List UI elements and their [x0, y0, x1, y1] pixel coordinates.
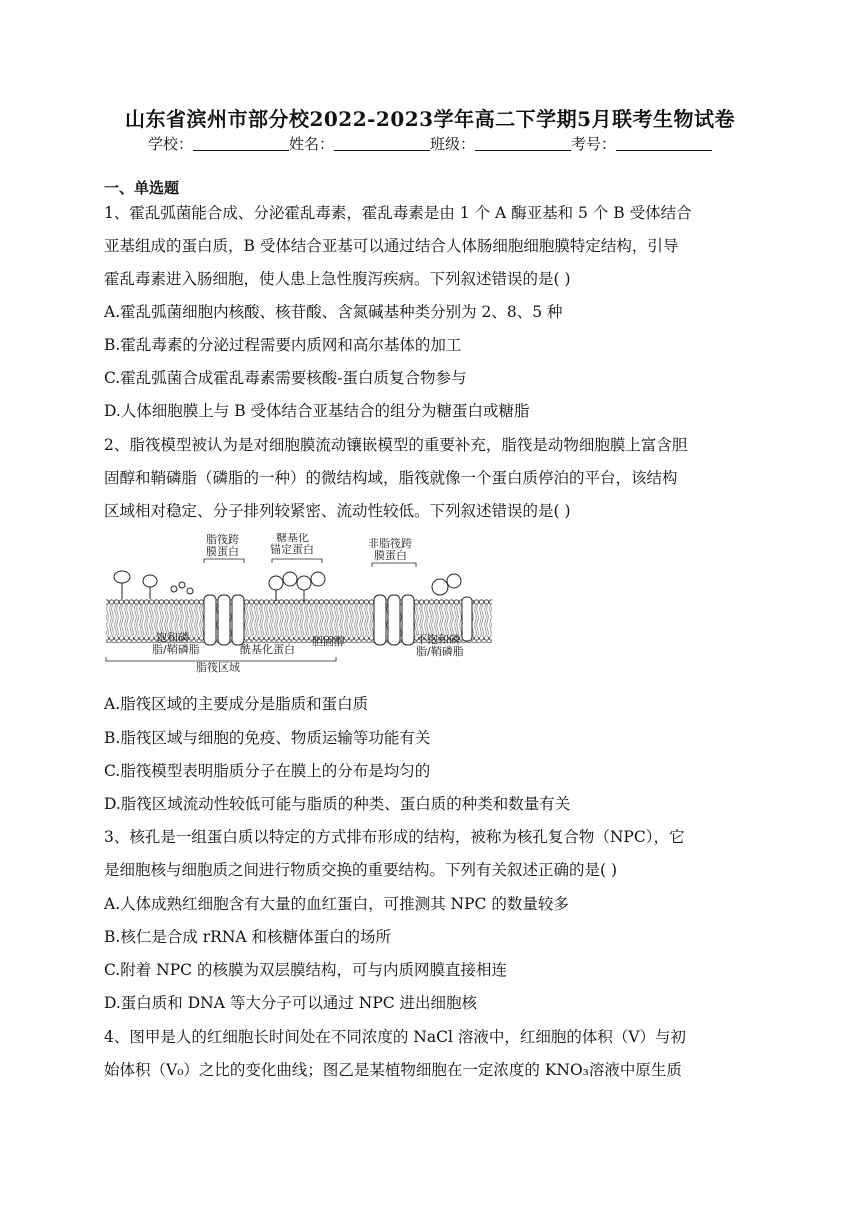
question-1-line-1: 1、霍乱弧菌能合成、分泌霍乱毒素，霍乱毒素是由 1 个 A 酶亚基和 5 个 B 受体结合 [104, 204, 692, 222]
question-1-option-c: C.霍乱弧菌合成霍乱毒素需要核酸-蛋白质复合物参与 [104, 369, 467, 387]
label-unsaturated-1: 不饱和磷 [416, 633, 460, 646]
question-4-line-1: 4、图甲是人的红细胞长时间处在不同浓度的 NaCl 溶液中，红细胞的体积（V）与初 [104, 1028, 687, 1046]
question-1-line-2: 亚基组成的蛋白质，B 受体结合亚基可以通过结合人体肠细胞细胞膜特定结构，引导 [104, 237, 679, 255]
school-label: 学校： [147, 135, 193, 153]
question-2-option-a: A.脂筏区域的主要成分是脂质和蛋白质 [104, 695, 369, 713]
question-3-option-b: B.核仁是合成 rRNA 和核糖体蛋白的场所 [104, 928, 392, 946]
left-glycans [114, 571, 193, 599]
question-2-line-1: 2、脂筏模型被认为是对细胞膜流动镶嵌模型的重要补充，脂筏是动物细胞膜上富含胆 [104, 436, 688, 454]
question-2-option-d: D.脂筏区域流动性较低可能与脂质的种类、蛋白质的种类和数量有关 [104, 795, 571, 813]
label-glyco-anchor-2: 锚定蛋白 [270, 543, 314, 556]
label-glyco-anchor-1: 糖基化 [276, 533, 309, 544]
label-saturated-1: 饱和磷 [156, 631, 189, 644]
question-4-line-2: 始体积（V₀）之比的变化曲线；图乙是某植物细胞在一定浓度的 KNO₃溶液中原生质 [104, 1061, 682, 1079]
class-label: 班级： [430, 135, 476, 153]
label-acylated: 酰基化蛋白 [240, 643, 295, 656]
student-info-line [0, 133, 860, 154]
label-raft-transmembrane-1: 脂筏跨 [206, 533, 239, 546]
membrane-top-heads [106, 599, 492, 605]
exam-title: 山东省滨州市部分校2022-2023学年高二下学期5月联考生物试卷 [124, 107, 736, 131]
question-3-option-c: C.附着 NPC 的核膜为双层膜结构，可与内质网膜直接相连 [104, 961, 507, 979]
number-label: 考号： [571, 135, 617, 153]
label-nonraft-1: 非脂筏跨 [368, 537, 412, 550]
question-1-option-d: D.人体细胞膜上与 B 受体结合亚基结合的组分为糖蛋白或糖脂 [104, 402, 530, 420]
question-1-option-a: A.霍乱弧菌细胞内核酸、核苷酸、含氮碱基种类分别为 2、8、5 种 [104, 303, 563, 321]
question-3-option-a: A.人体成熟红细胞含有大量的血红蛋白，可推测其 NPC 的数量较多 [104, 895, 569, 913]
label-unsaturated-2: 脂/鞘磷脂 [416, 645, 464, 658]
lipid-raft-diagram [104, 533, 494, 673]
name-blank [334, 135, 430, 151]
question-1-line-3: 霍乱毒素进入肠细胞，使人患上急性腹泻疾病。下列叙述错误的是( ) [104, 270, 571, 288]
number-blank [616, 135, 712, 151]
label-raft-region: 脂筏区域 [196, 661, 240, 673]
question-2-option-b: B.脂筏区域与细胞的免疫、物质运输等功能有关 [104, 729, 431, 747]
membrane-upper-tails [106, 605, 492, 621]
question-2-option-c: C.脂筏模型表明脂质分子在膜上的分布是均匀的 [104, 762, 431, 780]
class-blank [475, 135, 571, 151]
question-3-line-2: 是细胞核与细胞质之间进行物质交换的重要结构。下列有关叙述正确的是( ) [104, 861, 618, 879]
question-3-option-d: D.蛋白质和 DNA 等大分子可以通过 NPC 进出细胞核 [104, 994, 478, 1012]
question-1-option-b: B.霍乱毒素的分泌过程需要内质网和高尔基体的加工 [104, 336, 462, 354]
label-cholesterol: 胆固醇 [312, 635, 345, 648]
label-nonraft-2: 膜蛋白 [374, 549, 407, 562]
label-saturated-2: 脂/鞘磷脂 [152, 643, 200, 656]
question-2-line-2: 固醇和鞘磷脂（磷脂的一种）的微结构域，脂筏就像一个蛋白质停泊的平台，该结构 [104, 469, 678, 487]
question-3-line-1: 3、核孔是一组蛋白质以特定的方式排布形成的结构，被称为核孔复合物（NPC），它 [104, 828, 685, 846]
glyco-anchor-proteins [269, 572, 325, 601]
name-label: 姓名： [288, 135, 334, 153]
question-2-line-3: 区域相对稳定、分子排列较紧密、流动性较低。下列叙述错误的是( ) [104, 502, 571, 520]
label-raft-transmembrane-2: 膜蛋白 [206, 545, 239, 558]
school-blank [193, 135, 289, 151]
section-title: 一、单选题 [104, 179, 180, 197]
raft-proteins [204, 595, 244, 645]
